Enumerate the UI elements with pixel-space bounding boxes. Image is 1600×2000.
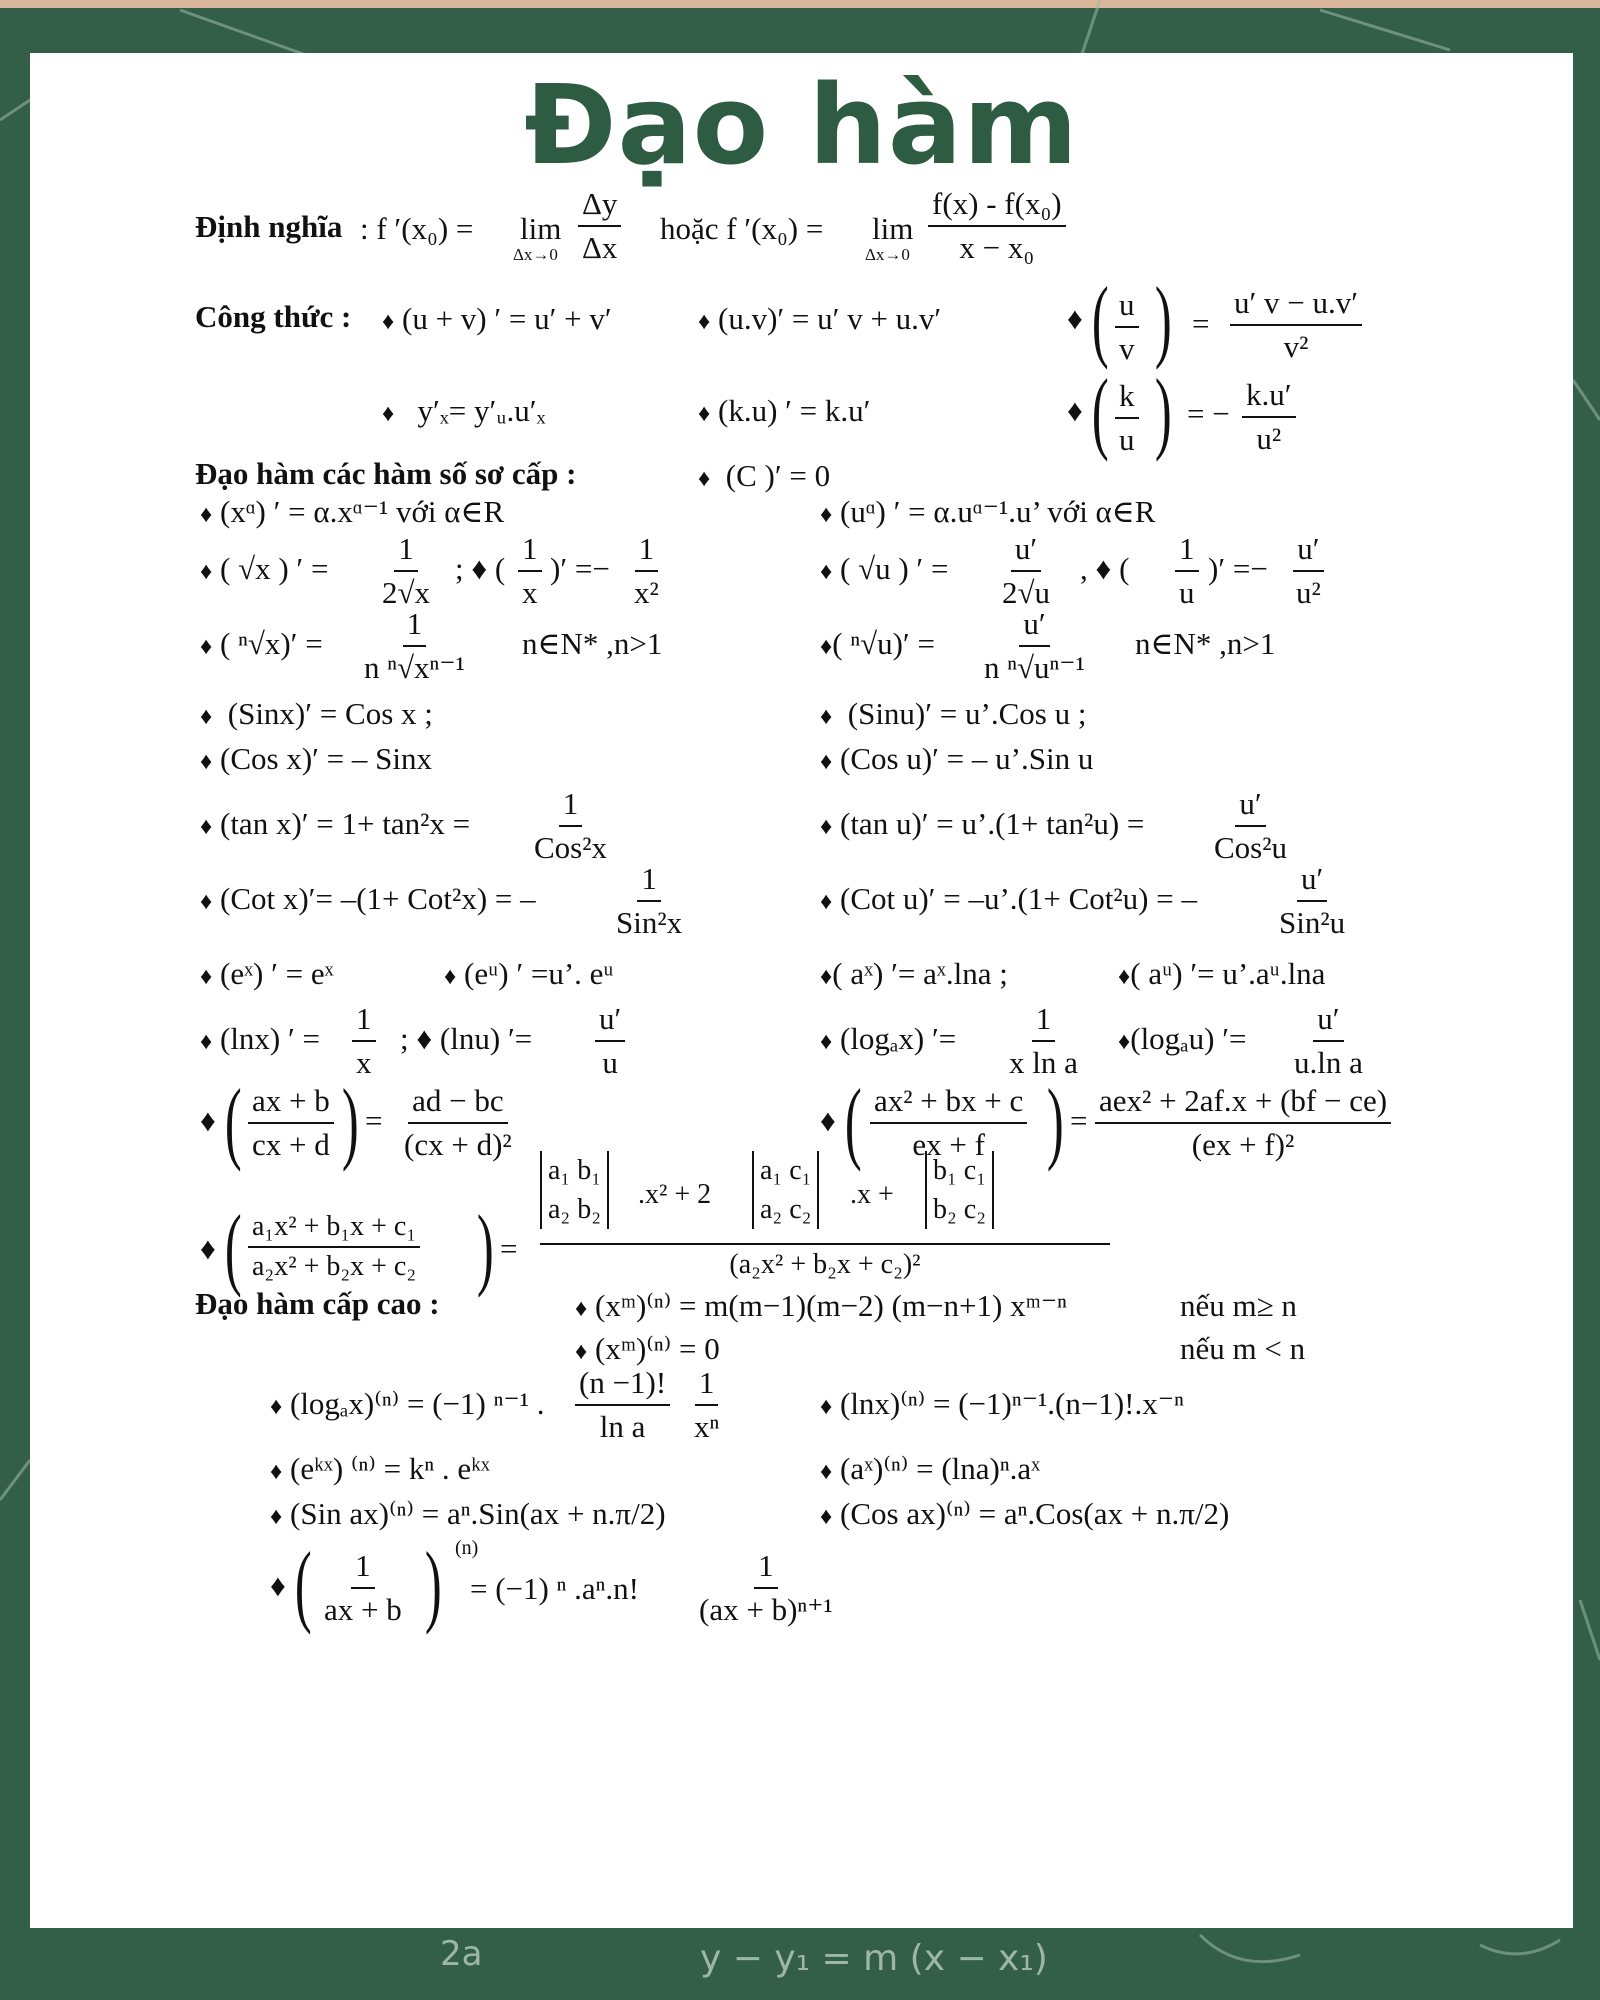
formula-higher-a-pow: ♦ (aˣ)⁽ⁿ⁾ = (lna)ⁿ.aˣ [820,1451,1041,1486]
higher-power-condition-1: nếu m≥ n [1180,1288,1297,1323]
formula-nth-root-x: ♦ ( ⁿ√x)′ = [200,626,323,661]
tan-x-fraction: 1 Cos²x [534,786,608,865]
formula-cot-x: ♦ (Cot x)′= –(1+ Cot²x) = – [200,881,536,916]
left-paren: ( [1091,268,1109,370]
reciprocal-x-fraction: $\frac{1}{x}$ [518,531,542,610]
fraction-denominator: Δx [582,229,618,265]
definition-fraction-1 [578,186,621,265]
formula-higher-power-zero: ♦ (xᵐ)⁽ⁿ⁾ = 0 [575,1331,720,1366]
sqrt-x-fraction: $\frac{1}{2√x}$ [382,531,431,610]
definition-lim-sub-2: Δx→0 [865,245,910,264]
fraction-denominator: x − x₀ [959,229,1035,265]
quadratic-over-quadratic-bullet: ♦ [200,1231,216,1266]
formula-sin-u: ♦ (Sinu)′ = u’.Cos u ; [820,696,1087,731]
left-paren: ( [224,1196,242,1298]
formula-exp-x: ♦ (eˣ) ′ = eˣ [200,956,334,991]
board-mark-equation: y − y₁ = m (x − x₁) [700,1938,1048,1979]
equals-minus: = − [1187,396,1230,431]
determinant-ac: a₁ c₁ a₂ c₂ [752,1151,819,1229]
reciprocal-x-result: $\frac{1}{\text{x²}}$ [634,531,659,610]
definition-lim-2: lim [872,211,914,246]
definition-fraction-2 [928,186,1066,265]
formula-ln-x: ♦ (lnx) ′ = [200,1021,321,1056]
formula-a-pow-x: ♦( aˣ) ′= aˣ.lna ; [820,956,1008,991]
formula-ku-result: $\frac{k.u'}{\text{u²}}$ [1242,377,1296,456]
page-title: Đạo hàm [524,61,1079,189]
higher-power-condition-2: nếu m < n [1180,1331,1306,1366]
right-paren: ) [1154,360,1172,462]
higher-order-label: Đạo hàm cấp cao : [195,1286,440,1321]
nth-root-x-fraction: $\frac{1}{\text{n ⁿ√xⁿ⁻¹}}$ [364,606,465,685]
log-u-fraction: $\frac{u'}{\text{u.ln a}}$ [1294,1001,1363,1080]
formula-nth-root-u: ♦( ⁿ√u)′ = [820,626,935,661]
formula-ku-bullet: ♦ [1067,393,1083,428]
cot-u-fraction: u′ Sin²u [1279,861,1346,940]
right-paren: ) [476,1196,494,1298]
determinant-ab: a₁ b₁ a₂ b₂ [540,1151,609,1229]
formula-cot-u: ♦ (Cot u)′ = –u’.(1+ Cot²u) = – [820,881,1197,916]
formula-product: ♦ (u.v)′ = u′ v + u.v′ [698,301,942,336]
formula-sqrt-x: ♦ ( √x ) ′ = [200,551,329,586]
board-mark-2a: 2a [440,1934,483,1974]
higher-reciprocal-fraction: $\frac{1}{ax + b}$ [324,1548,402,1627]
reciprocal-u-fraction: $\frac{1}{u}$ [1175,531,1199,610]
formulas-label: Công thức : [195,299,352,334]
nth-root-x-condition: n∈N* ,n>1 [522,626,663,661]
formula-quotient-result: $\frac{u' v - u.v'}{\text{v²}}$ [1230,285,1362,364]
definition-lim-sub-1: Δx→0 [513,245,558,264]
higher-log-fraction-2: $\frac{1}{\text{xⁿ}}$ [694,1365,720,1444]
tan-u-fraction: u′ Cos²u [1214,786,1288,865]
quadratic-over-linear-result: aex² + 2af.x + (bf − ce) (ex + f)² [1095,1083,1391,1162]
formula-log-u: ♦(logₐu) ′= [1118,1021,1247,1056]
determinant-multiplier-1: .x² + 2 [638,1179,712,1210]
formula-constant: ♦ (C )′ = 0 [698,458,831,493]
formula-power-u: ♦ (uᵅ) ′ = α.uᵅ⁻¹.u’ với α∈R [820,494,1156,529]
determinant-multiplier-2: .x + [850,1179,894,1210]
formula-constant-mult: ♦ (k.u) ′ = k.u′ [698,393,871,428]
formula-ln-u: ; ♦ (lnu) ′= [400,1021,533,1056]
reciprocal-u-tail: )′ =− [1208,551,1268,586]
higher-log-fraction-1: $\frac{(n -1)!}{\text{ln a}}$ [575,1365,670,1444]
formula-higher-cos: ♦ (Cos ax)⁽ⁿ⁾ = aⁿ.Cos(ax + n.π/2) [820,1496,1230,1531]
sqrt-u-fraction: $\frac{u'}{2√u}$ [1002,531,1051,610]
right-paren: ) [341,1070,359,1172]
formula-quotient-uv: $\frac{u}{v}$ [1115,287,1139,366]
formula-ku-fraction: $\frac{k}{u}$ [1115,378,1139,457]
formula-higher-power: ♦ (xᵐ)⁽ⁿ⁾ = m(m−1)(m−2) (m−n+1) xᵐ⁻ⁿ [575,1288,1067,1323]
left-paren: ( [224,1070,242,1172]
homographic-fraction: $\frac{ax + b}{cx + d}$ [248,1083,334,1162]
formula-log-x: ♦ (logₐx) ′= [820,1021,957,1056]
fraction-numerator: Δy [578,186,621,227]
equals-sign: = [500,1231,518,1266]
quadratic-over-linear-bullet: ♦ [820,1103,836,1138]
definition-label: Định nghĩa [195,209,343,244]
left-paren: ( [844,1070,862,1172]
formula-tan-u: ♦ (tan u)′ = u’.(1+ tan²u) = [820,806,1145,841]
formula-sum: ♦ (u + v) ′ = u′ + v′ [382,301,612,336]
formula-higher-sin: ♦ (Sin ax)⁽ⁿ⁾ = aⁿ.Sin(ax + n.π/2) [270,1496,666,1531]
formula-chain-rule: ♦ y′ₓ= y′ᵤ.u′ₓ [382,393,546,428]
reciprocal-x-tail: )′ =− [550,551,610,586]
right-paren: ) [1154,268,1172,370]
higher-reciprocal-middle: = (−1) ⁿ .aⁿ.n! [470,1571,639,1606]
formula-sheet [30,53,1573,1928]
left-paren: ( [1091,360,1109,462]
definition-or: hoặc f ′(x₀) = [660,211,824,246]
formula-tan-x: ♦ (tan x)′ = 1+ tan²x = [200,806,471,841]
equals-sign: = [365,1103,383,1138]
formula-higher-log: ♦ (logₐx)⁽ⁿ⁾ = (−1) ⁿ⁻¹ . [270,1386,545,1421]
formula-sin-x: ♦ (Sinx)′ = Cos x ; [200,696,433,731]
formula-higher-exp: ♦ (eᵏˣ) ⁽ⁿ⁾ = kⁿ . eᵏˣ [270,1451,490,1486]
formula-higher-reciprocal-bullet: ♦ [270,1568,286,1603]
homographic-result: $\frac{ad - bc}{\text{(cx + d)²}}$ [404,1083,512,1162]
formula-reciprocal-x: ; ♦ ( [455,551,506,586]
quadratic-over-quadratic-denominator: (a₂x² + b₂x + c₂)² [729,1249,921,1280]
higher-reciprocal-result: $\frac{1}{\text{(ax + b)ⁿ⁺¹}}$ [699,1548,833,1627]
log-x-fraction: $\frac{1}{\text{x ln a}}$ [1009,1001,1078,1080]
definition-lim-1: lim [520,211,562,246]
right-paren: ) [1046,1070,1064,1172]
definition-lhs: : f ′(x₀) = [360,211,474,246]
determinant-bc: b₁ c₁ b₂ c₂ [925,1151,994,1229]
equals-sign: = [1192,306,1210,341]
nth-root-u-fraction: $\frac{u'}{\text{n ⁿ√uⁿ⁻¹}}$ [984,606,1085,685]
reciprocal-u-result: $\frac{u'}{\text{u²}}$ [1292,531,1325,610]
elementary-label: Đạo hàm các hàm số sơ cấp : [195,456,577,491]
quadratic-over-linear-fraction: $\frac{\text{ax² + bx + c}}{ex + f}$ [870,1083,1027,1162]
right-paren: ) [424,1533,442,1635]
nth-root-u-condition: n∈N* ,n>1 [1135,626,1276,661]
cot-x-fraction: 1 Sin²x [616,861,683,940]
equals-sign: = [1070,1103,1088,1138]
formula-cos-x: ♦ (Cos x)′ = – Sinx [200,741,433,776]
ln-x-fraction: $\frac{1}{x}$ [352,1001,376,1080]
ln-u-fraction: $\frac{u'}{u}$ [595,1001,625,1080]
formula-a-pow-u: ♦( aᵘ) ′= u’.aᵘ.lna [1118,956,1326,991]
formula-cos-u: ♦ (Cos u)′ = – u’.Sin u [820,741,1094,776]
left-paren: ( [294,1533,312,1635]
formula-reciprocal-u: , ♦ ( [1080,551,1130,586]
homographic-bullet: ♦ [200,1103,216,1138]
formula-exp-u: ♦ (eᵘ) ′ =u’. eᵘ [444,956,614,991]
higher-reciprocal-order: (n) [455,1537,479,1559]
formula-quotient-bullet: ♦ [1067,301,1083,336]
formula-power-x: ♦ (xᵅ) ′ = α.xᵅ⁻¹ với α∈R [200,494,505,529]
formula-higher-ln: ♦ (lnx)⁽ⁿ⁾ = (−1)ⁿ⁻¹.(n−1)!.x⁻ⁿ [820,1386,1184,1421]
formula-sqrt-u: ♦ ( √u ) ′ = [820,551,949,586]
quadratic-over-quadratic-fraction: $\frac{\text{a₁x² + b₁x + c₁}}{\text{a₂x² + b₂x + c₂}}$ [248,1211,420,1283]
fraction-numerator: f(x) - f(x₀) [928,186,1066,227]
quadratic-over-quadratic-result [540,1151,1110,1279]
